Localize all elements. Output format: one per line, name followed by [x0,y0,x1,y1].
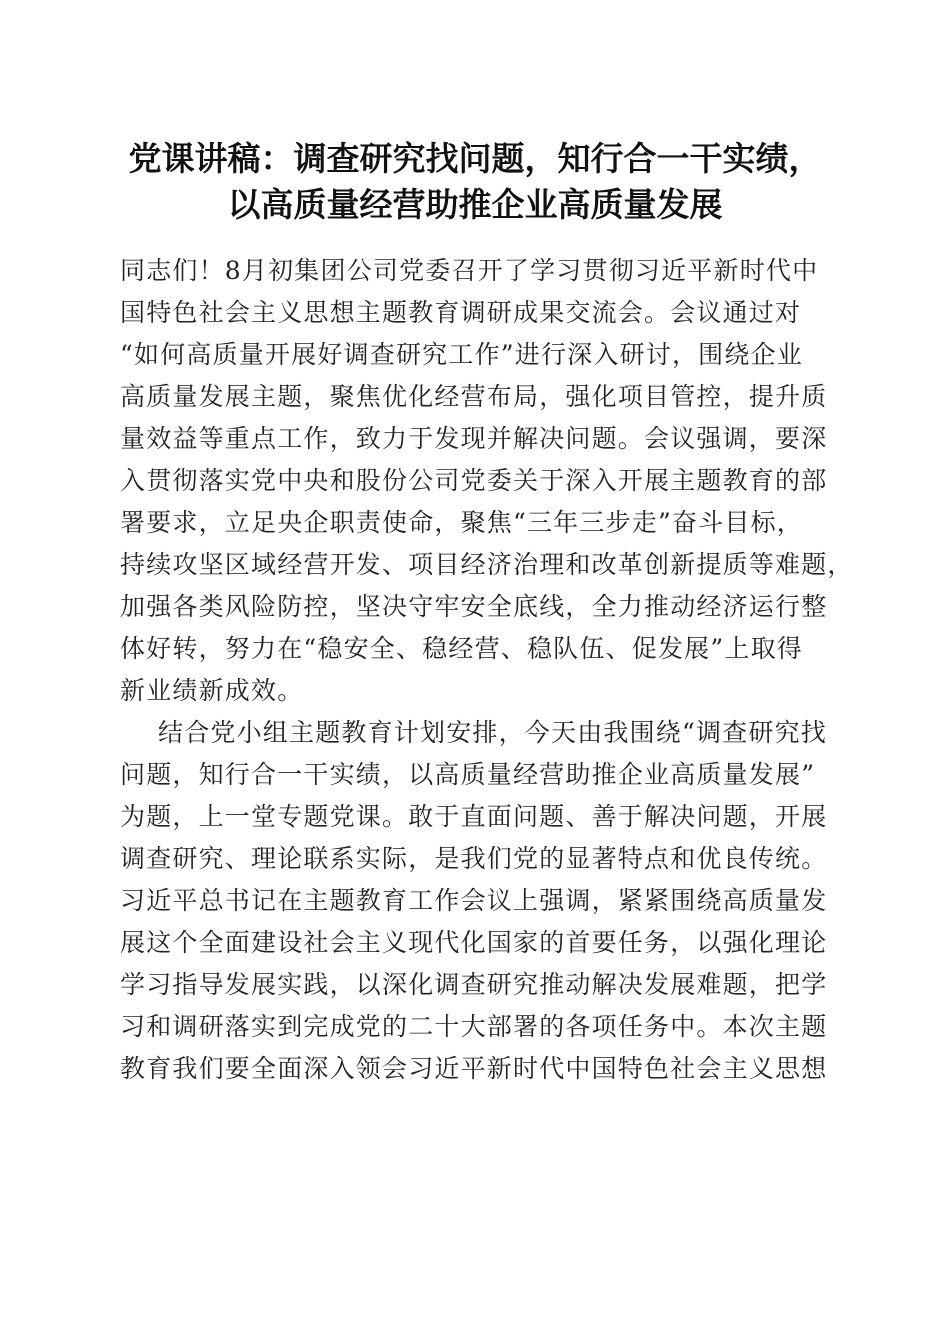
text-line: 习和调研落实到完成党的二十大部署的各项任务中。本次主题 [120,1012,828,1041]
paragraph-1 [120,250,854,712]
text-line: 学习指导发展实践，以深化调查研究推动解决发展难题，把学 [120,970,828,999]
text-line: 展这个全面建设社会主义现代化国家的首要任务，以强化理论 [120,928,828,957]
text-line: 署要求，立足央企职责使命，聚焦“三年三步走”奋斗目标， [120,508,803,537]
text-line: 体好转，努力在“稳安全、稳经营、稳队伍、促发展”上取得 [120,634,803,663]
title-line-1: 党课讲稿：调查研究找问题，知行合一干实绩， [128,139,822,178]
text-line: 调查研究、理论联系实际，是我们党的显著特点和优良传统。 [120,844,828,873]
text-line: 新业绩新成效。 [120,676,304,705]
text-line: 国特色社会主义思想主题教育调研成果交流会。会议通过对 [120,298,802,327]
document-body [120,250,854,1090]
text-line: 入贯彻落实党中央和股份公司党委关于深入开展主题教育的部 [120,466,828,495]
text-line: 结合党小组主题教育计划安排，今天由我围绕“调查研究找 [158,718,827,747]
text-line: 同志们！8月初集团公司党委召开了学习贯彻习近平新时代中 [120,256,819,285]
text-line: 持续攻坚区域经营开发、项目经济治理和改革创新提质等难题， [120,550,854,579]
text-line: 加强各类风险防控，坚决守牢安全底线，全力推动经济运行整 [120,592,828,621]
text-line: 习近平总书记在主题教育工作会议上强调，紧紧围绕高质量发 [120,886,828,915]
text-line: “如何高质量开展好调查研究工作”进行深入研讨，围绕企业 [120,340,803,369]
title-line-2: 以高质量经营助推企业高质量发展 [227,185,723,224]
text-line: 为题，上一堂专题党课。敢于直面问题、善于解决问题，开展 [120,802,828,831]
text-line: 高质量发展主题，聚焦优化经营布局，强化项目管控，提升质 [120,382,828,411]
text-line: 问题，知行合一干实绩，以高质量经营助推企业高质量发展” [120,760,816,789]
text-line: 量效益等重点工作，致力于发现并解决问题。会议强调，要深 [120,424,828,453]
text-line: 教育我们要全面深入领会习近平新时代中国特色社会主义思想 [120,1054,828,1083]
paragraph-2 [120,712,830,1090]
document-title [100,136,850,228]
